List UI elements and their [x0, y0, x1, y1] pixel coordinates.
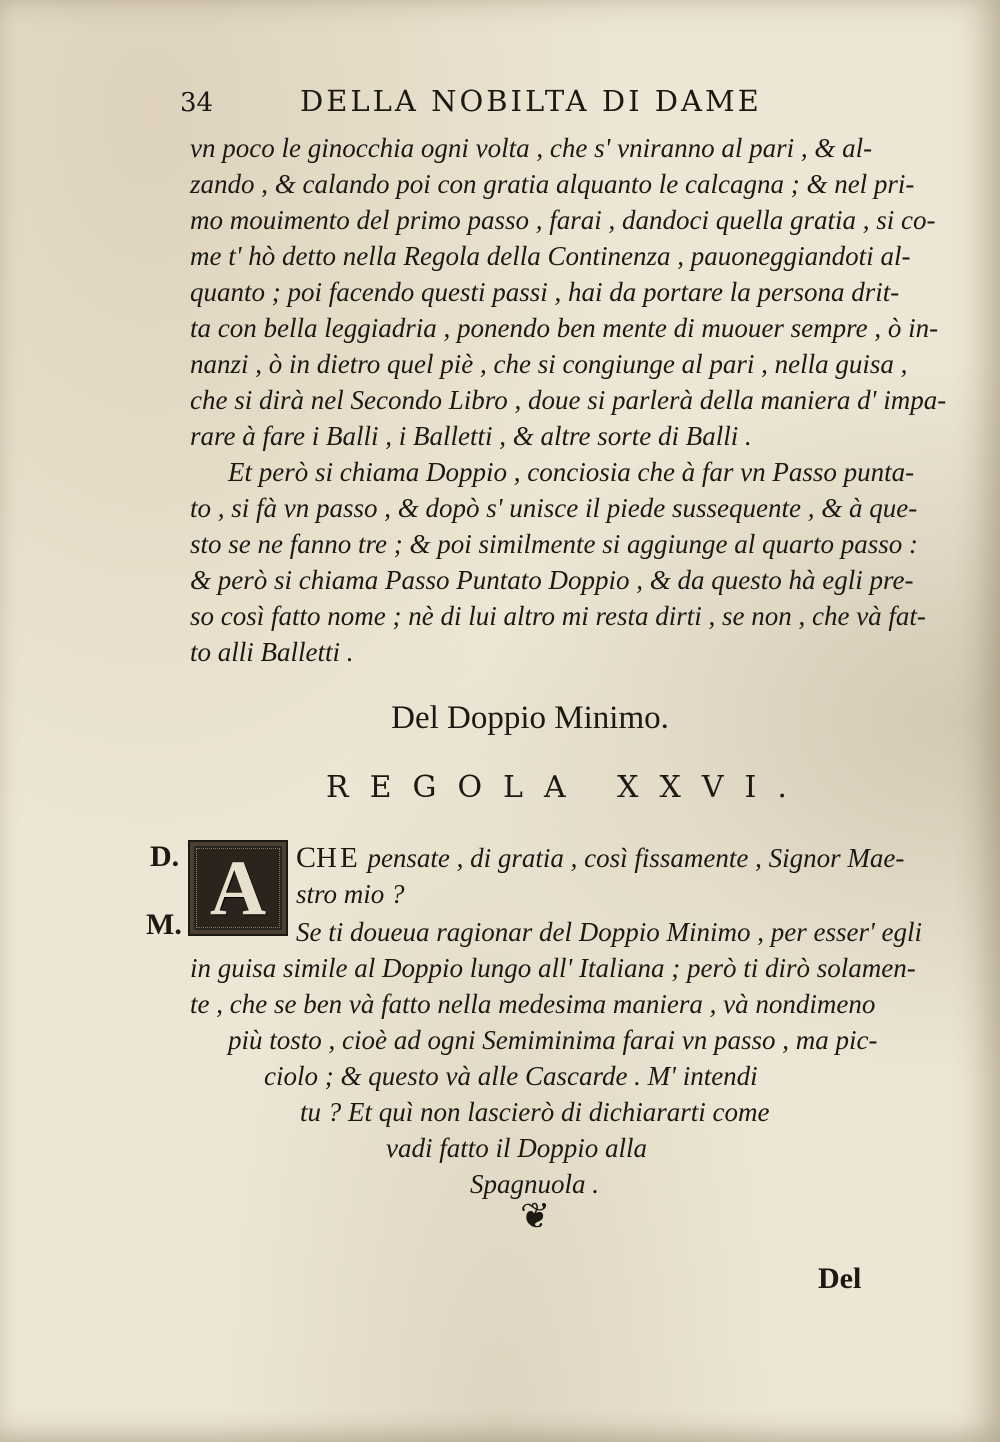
first-word-cap: C — [296, 841, 317, 874]
dialogue-m-line: vadi fatto il Doppio alla — [386, 1133, 647, 1163]
running-head: DELLA NOBILTA DI DAME — [300, 84, 762, 118]
decorated-initial — [188, 840, 288, 936]
body-line: & però si chiama Passo Puntato Doppio , & da questo hà egli pre- — [190, 565, 914, 595]
dialogue-m-line: Se ti doueua ragionar del Doppio Minimo , per esser' egli — [296, 917, 922, 947]
dialogue-m-line: Spagnuola . — [470, 1169, 600, 1199]
body-line: me t' hò detto nella Regola della Continenza , pauoneggiandoti al- — [190, 241, 911, 271]
initial-letter: A — [209, 844, 267, 931]
dialogue-m-line: te , che se ben và fatto nella medesima maniera , và nondimeno — [190, 989, 876, 1019]
page-header — [180, 84, 900, 124]
catchword: Del — [818, 1262, 862, 1295]
body-line: so così fatto nome ; nè di lui altro mi resta dirti , se non , che và fat- — [190, 601, 926, 631]
body-line: zando , & calando poi con gratia alquanto le calcagna ; & nel pri- — [190, 169, 915, 199]
body-line: ta con bella leggiadria , ponendo ben mente di muouer sempre , ò in- — [190, 313, 939, 343]
body-line: mo mouimento del primo passo , farai , dandoci quella gratia , si co- — [190, 205, 936, 235]
dialogue-m-line: più tosto , cioè ad ogni Semiminima farai vn passo , ma pic- — [228, 1025, 878, 1055]
body-line: vn poco le ginocchia ogni volta , che s' vniranno al pari , & al- — [190, 133, 873, 163]
body-line: rare à fare i Balli , i Balletti , & altre sorte di Balli . — [190, 421, 752, 451]
dialogue-d-line — [296, 840, 904, 876]
dialogue-d-line: stro mio ? — [296, 879, 405, 909]
section-title: Del Doppio Minimo. — [391, 700, 669, 736]
dialogue-m-line: tu ? Et quì non lascierò di dichiararti come — [300, 1097, 770, 1127]
body-line: to , si fà vn passo , & dopò s' unisce il piede sussequente , & à que- — [190, 493, 918, 523]
dialogue-m-line: ciolo ; & questo và alle Cascarde . M' intendi — [264, 1061, 758, 1091]
first-word-rest: HE — [316, 842, 361, 874]
dialogue-m-line: in guisa simile al Doppio lungo all' Italiana ; però ti dirò solamen- — [190, 953, 916, 983]
speaker-d: D. — [150, 840, 180, 873]
speaker-m: M. — [146, 908, 182, 941]
body-line: nanzi , ò in dietro quel piè , che si congiunge al pari , nella guisa , — [190, 349, 908, 379]
fleuron-icon: ❦ — [520, 1196, 551, 1237]
body-line: to alli Balletti . — [190, 637, 354, 667]
d-line1-text: pensate , di gratia , così fissamente , Signor Mae- — [367, 843, 905, 873]
rule-title: REGOLA XXVI. — [326, 770, 808, 805]
body-line: che si dirà nel Secondo Libro , doue si parlerà della maniera d' impa- — [190, 385, 947, 415]
page-number: 34 — [180, 88, 214, 118]
body-line: quanto ; poi facendo questi passi , hai da portare la persona drit- — [190, 277, 900, 307]
body-line: Et però si chiama Doppio , conciosia che à far vn Passo punta- — [228, 457, 915, 487]
body-line: sto se ne fanno tre ; & poi similmente si aggiunge al quarto passo : — [190, 529, 918, 559]
